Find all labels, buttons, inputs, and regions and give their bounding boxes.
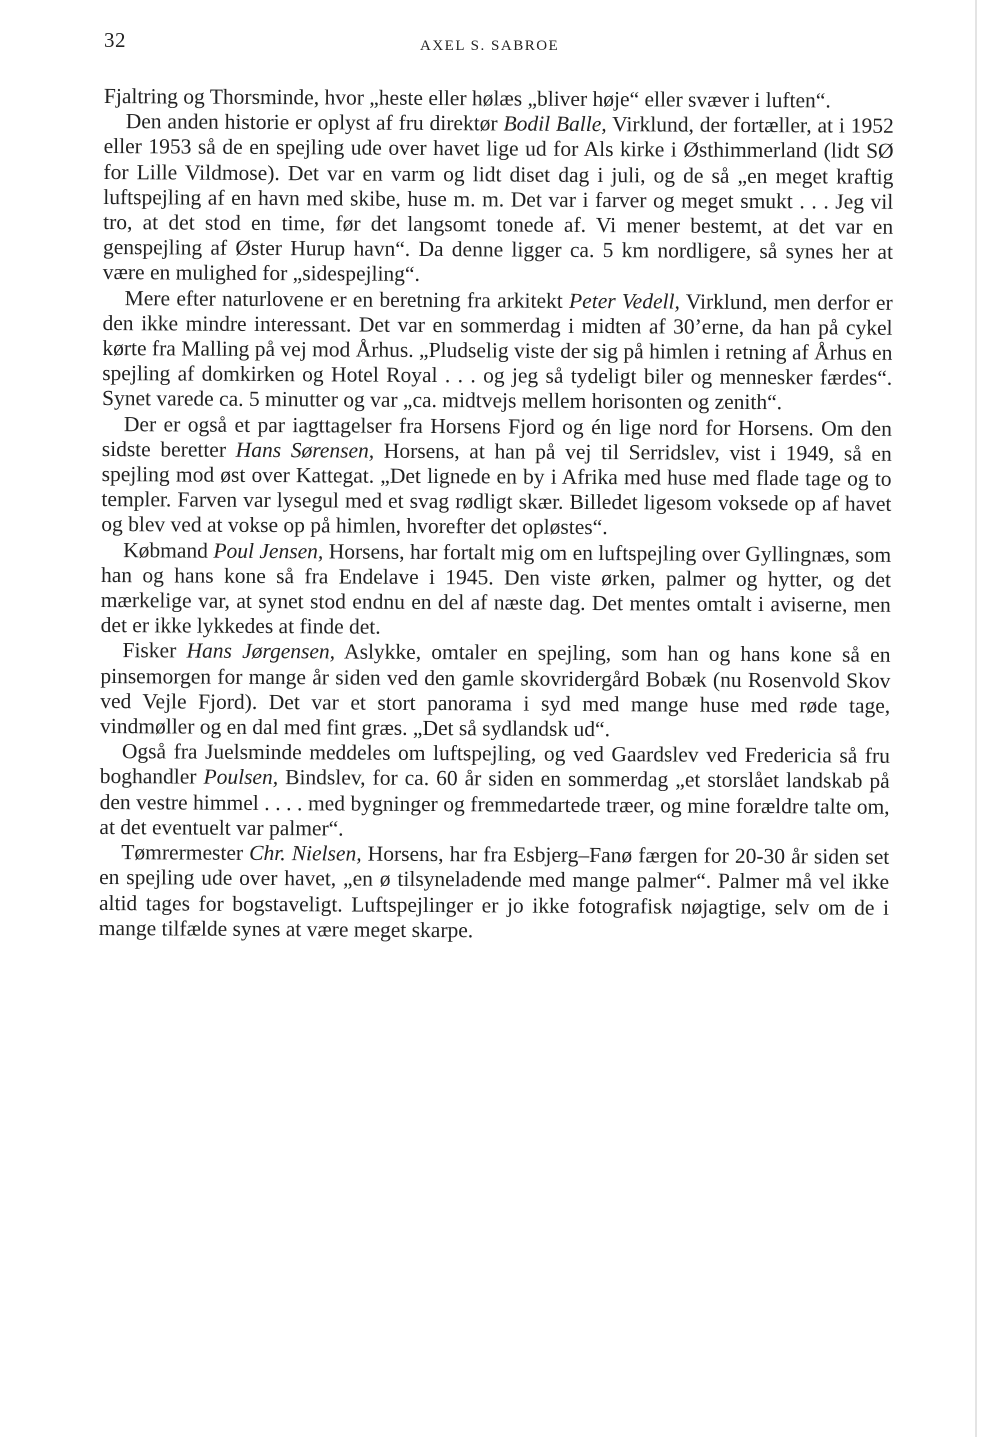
- italic-name: Poulsen,: [203, 765, 279, 790]
- page-number: 32: [104, 28, 126, 52]
- text-run: Også fra Juelsminde meddeles om luftspejling, og ved Gaardslev ved Fredericia så fru boghandler: [99, 739, 890, 790]
- scan-edge-line: [975, 0, 977, 1437]
- text-run: Bindslev, for ca. 60 år siden en sommerdag „et storslået landskab på den vestre himmel . . . . med bygninger og fremmedartede træer, og mine forældre talte om, at det eventuelt var palmer“.: [99, 765, 890, 841]
- text-run: Aslykke, omtaler en spejling, som han og hans kone så en pinsemorgen for mange år siden ved den gamle skovridergård Bobæk (nu Rosenvold Skov ved Vejle Fjord). Det var et stort panorama i syd med mange huse med røde tage, vindmøller og en dal med fint græs. „Det så sydlandsk ud“.: [100, 639, 891, 742]
- italic-name: Hans Sørensen,: [235, 437, 375, 463]
- paragraph: [100, 638, 891, 744]
- text-run: Horsens, har fortalt mig om en luftspejling over Gyllingnæs, som han og hans kone så fra Endelave i 1945. Den viste ørken, palmer og hytter, og det mærkelige var, at synet stod endnu en del af næste dag. Det mentes omtalt i aviserne, men det er ikke lykkedes at finde det.: [100, 539, 892, 639]
- text-run: Fjaltring og Thorsminde, hvor „heste eller hølæs „bliver høje“ eller svæver i luften“.: [103, 84, 831, 113]
- text-run: Købmand: [123, 537, 214, 563]
- paragraph: [101, 538, 892, 644]
- italic-name: Hans Jørgensen,: [186, 638, 336, 664]
- text-run: Den anden historie er oplyst af fru direktør: [125, 109, 504, 136]
- text-run: Tømrermester: [121, 840, 250, 865]
- italic-name: Peter Vedell,: [569, 288, 680, 314]
- text-run: Virklund, men derfor er den ikke mindre interessant. Det var en sommerdag i midten af 30’erne, da han på cykel kørte fra Malling på vej mod Århus. „Pludselig viste der sig på himlen i retning af Århus en spejling af domkirken og Hotel Royal . . . og jeg så tydeligt biler og mennesker færdes“. Synet varede ca. 5 minutter og var „ca. midtvejs mellem horisonten og zenith“.: [102, 289, 893, 415]
- italic-name: Bodil Balle,: [503, 111, 607, 137]
- paragraph: [103, 109, 894, 290]
- text-run: Mere efter naturlovene er en beretning fra arkitekt: [124, 285, 570, 313]
- paragraph: [102, 286, 893, 417]
- running-head: AXEL S. SABROE: [420, 38, 560, 54]
- paragraph: [99, 739, 890, 845]
- text-run: Der er også et par iagttagelser fra Horsens Fjord og én lige nord for Horsens. Om den sidste beretter: [101, 411, 892, 462]
- text-run: Fisker: [122, 638, 187, 663]
- text-run: Horsens, har fra Esbjerg–Fanø færgen for 20-30 år siden set en spejling ude over havet, „en ø tilsyneladende med mange palmer“. Palmer må vel ikke altid tages for bogstaveligt. Luftspejlinger er jo ikke fotografisk nøjagtige, selv om de i mange tilfælde synes at være meget skarpe.: [98, 841, 890, 942]
- paragraph: [99, 840, 890, 946]
- body-text: [99, 84, 894, 946]
- italic-name: Chr. Nielsen,: [249, 840, 362, 866]
- text-run: Horsens, at han på vej til Serridslev, vist i 1949, så en spejling mod øst over Kattegat. „Det lignede en by i Afrika med huse med flade tage og to templer. Farven var lysegul med et svag rødligt skær. Billedet ligesom voksede op af havet og blev ved at vokse op på himlen, hvorefter det opløstes“.: [101, 438, 892, 540]
- paragraph: [101, 412, 892, 543]
- text-run: Virklund, der fortæller, at i 1952 eller 1953 så de en spejling ude over havet lige ud for Als kirke i Østhimmerland (lidt SØ for Lille Vildmose). Det var en varm og lidt diset dag i juli, og de så „en meget kraftig luftspejling af en havn med skibe, huse m. m. Det var i farver og meget smukt . . . Jeg vil tro, at det stod en time, før det langsomt tonede af. Vi mener bestemt, at det var en genspejling af Øster Hurup havn“. Da denne ligger ca. 5 km nordligere, så synes her at være en mulighed for „sidespejling“.: [102, 112, 894, 287]
- italic-name: Poul Jensen,: [213, 538, 324, 564]
